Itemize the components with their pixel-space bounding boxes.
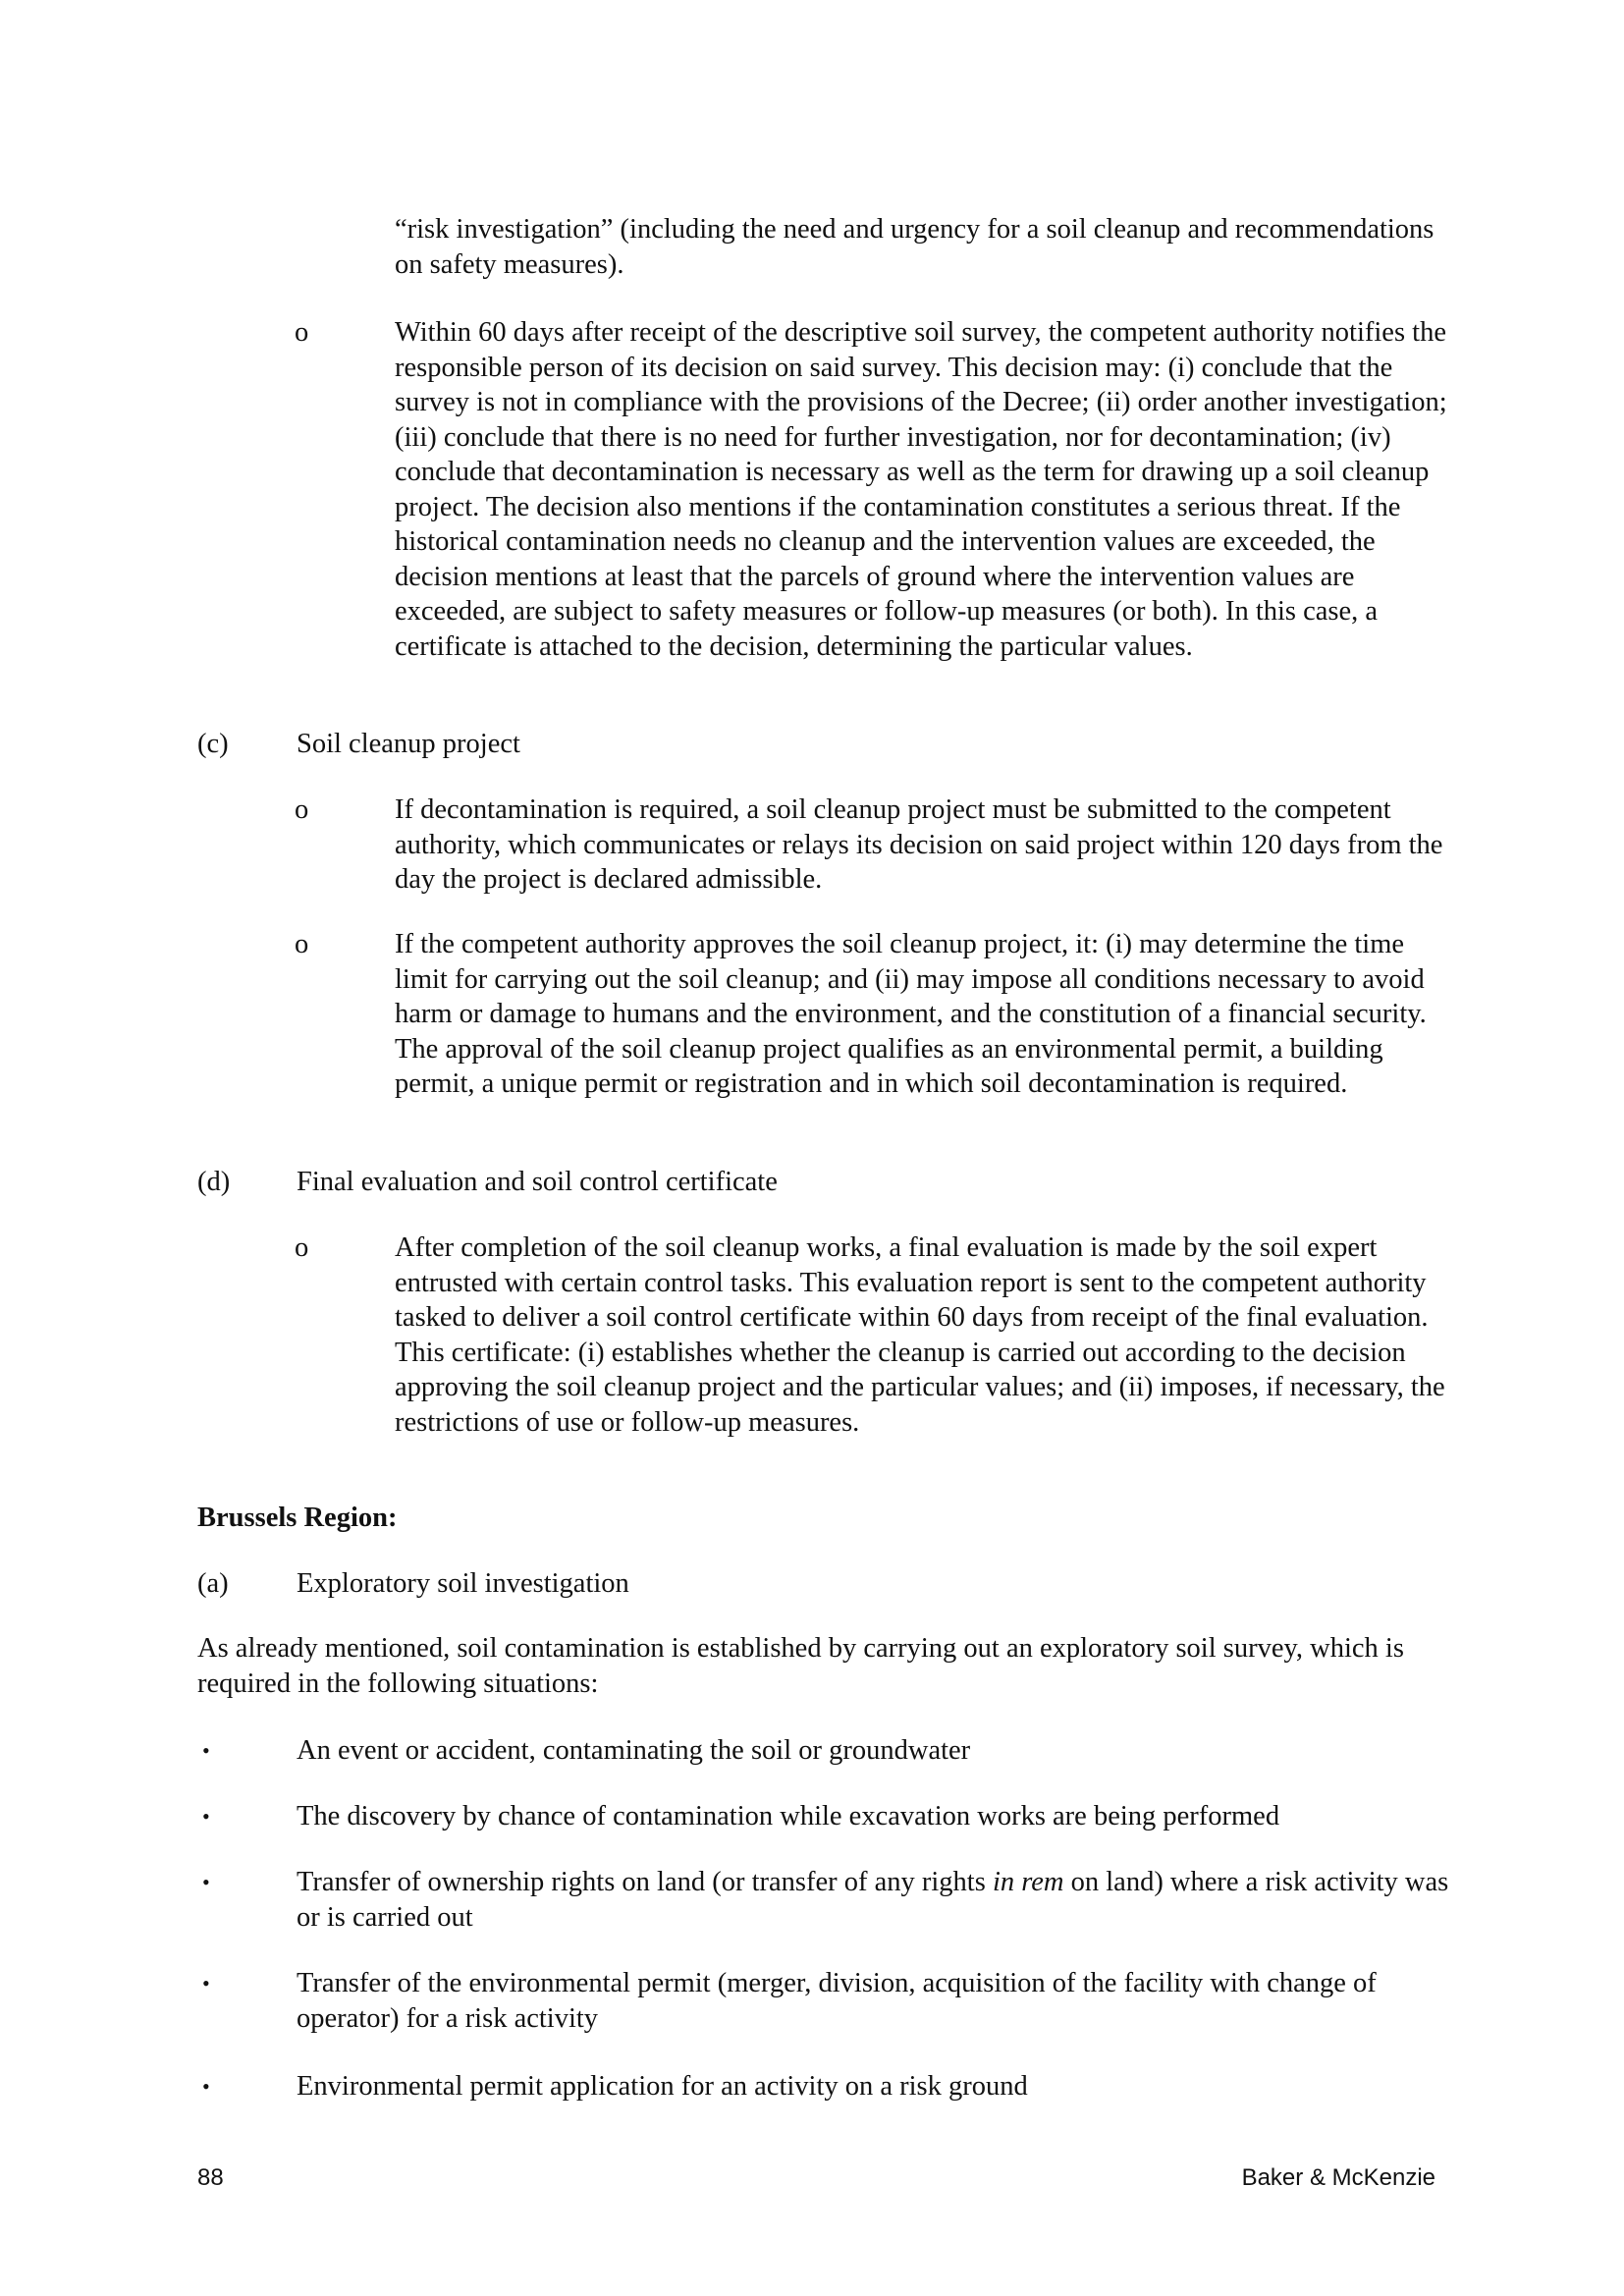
list-item: Transfer of the environmental permit (merger, division, acquisition of the facility with change of operator) for a risk activity bbox=[297, 1968, 1377, 2034]
bullet-icon: • bbox=[202, 1804, 210, 1829]
list-item bbox=[297, 1865, 1455, 1935]
list-item-emphasis: in rem bbox=[992, 1867, 1064, 1897]
list-marker-o: o bbox=[295, 794, 309, 825]
section-marker-a: (a) bbox=[197, 1568, 229, 1599]
paragraph-authority-approves: If the competent authority approves the soil cleanup project, it: (i) may determine the time limit for carrying out the soil cleanup; and (ii) may impose all conditions necessary to avoid harm or damage to humans and the environment, and the constitution of a financial security. The approval of the soil cleanup project qualifies as an environmental permit, a building permit, a unique permit or registration and in which soil decontamination is required. bbox=[395, 929, 1427, 1099]
footer-firm-name: Baker & McKenzie bbox=[1241, 2164, 1435, 2191]
section-heading-exploratory-investigation: Exploratory soil investigation bbox=[297, 1568, 629, 1599]
paragraph-exploratory-survey-intro: As already mentioned, soil contamination is established by carrying out an exploratory soil survey, which is required in the following situations: bbox=[197, 1633, 1404, 1699]
list-marker-o: o bbox=[295, 1232, 309, 1263]
bullet-icon: • bbox=[202, 1738, 210, 1763]
section-heading-final-evaluation: Final evaluation and soil control certificate bbox=[297, 1167, 778, 1197]
section-heading-soil-cleanup-project: Soil cleanup project bbox=[297, 729, 520, 759]
region-heading-brussels: Brussels Region: bbox=[197, 1503, 398, 1533]
list-item-text: on land) where a risk activity was or is carried out bbox=[297, 1867, 1449, 1933]
page-number: 88 bbox=[197, 2164, 224, 2191]
paragraph-descriptive-survey-decision: Within 60 days after receipt of the descriptive soil survey, the competent authority notifies the responsible person of its decision on said survey. This decision may: (i) conclude that the survey is not in compliance with the provisions of the Decree; (ii) order another investigation; (iii) conclude that there is no need for further investigation, nor for decontamination; (iv) conclude that decontamination is necessary as well as the term for drawing up a soil cleanup project. The decision also mentions if the contamination constitutes a serious threat. If the historical contamination needs no cleanup and the intervention values are exceeded, the decision mentions at least that the parcels of ground where the intervention values are exceeded, are subject to safety measures or follow-up measures (or both). In this case, a certificate is attached to the decision, determining the particular values. bbox=[395, 317, 1447, 662]
section-marker-c: (c) bbox=[197, 729, 229, 759]
list-item: Environmental permit application for an activity on a risk ground bbox=[297, 2071, 1028, 2102]
list-marker-o: o bbox=[295, 929, 309, 959]
paragraph-risk-investigation: “risk investigation” (including the need and urgency for a soil cleanup and recommendations on safety measures). bbox=[395, 214, 1435, 280]
paragraph-final-evaluation: After completion of the soil cleanup works, a final evaluation is made by the soil expert entrusted with certain control tasks. This evaluation report is sent to the competent authority tasked to deliver a soil control certificate within 60 days from receipt of the final evaluation. This certificate: (i) establishes whether the cleanup is carried out according to the decision approving the soil cleanup project and the particular values; and (ii) imposes, if necessary, the restrictions of use or follow-up measures. bbox=[395, 1232, 1445, 1438]
list-item: The discovery by chance of contamination while excavation works are being performed bbox=[297, 1801, 1280, 1831]
list-item: An event or accident, contaminating the soil or groundwater bbox=[297, 1735, 971, 1766]
bullet-icon: • bbox=[202, 2074, 210, 2099]
section-marker-d: (d) bbox=[197, 1167, 231, 1197]
paragraph-decontamination-required: If decontamination is required, a soil cleanup project must be submitted to the competent authority, which communicates or relays its decision on said project within 120 days from the day the project is declared admissible. bbox=[395, 794, 1443, 895]
list-item-text: Transfer of ownership rights on land (or transfer of any rights bbox=[297, 1867, 993, 1897]
bullet-icon: • bbox=[202, 1971, 210, 1995]
bullet-icon: • bbox=[202, 1870, 210, 1894]
list-marker-o: o bbox=[295, 317, 309, 348]
